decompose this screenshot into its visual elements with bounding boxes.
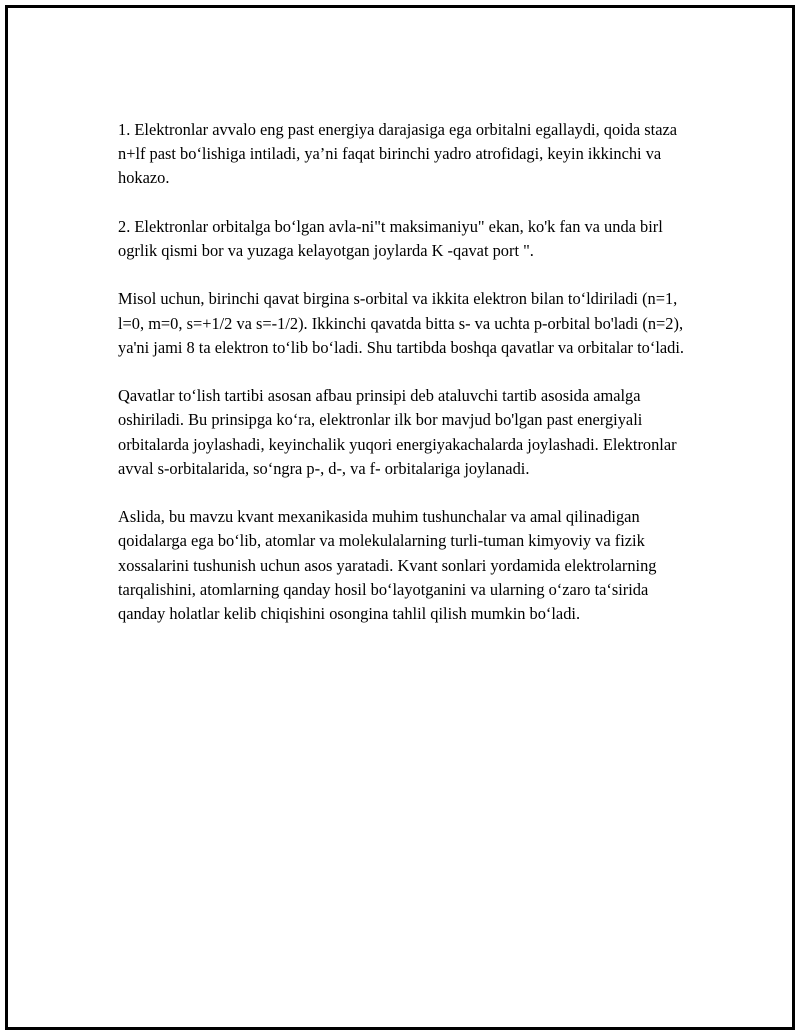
paragraph-conclusion: Aslida, bu mavzu kvant mexanikasida muhim tushunchalar va amal qilinadigan qoidalarga ega bo‘lib, atomlar va molekulalarning turli-tuman kimyoviy va fizik xossalarini tushunish uchun asos yaratadi. Kvant sonlari yordamida elektrolarning tarqalishini, atomlarning qanday hosil bo‘layotganini va ularning o‘zaro ta‘sirida qanday holatlar kelib chiqishini osongina tahlil qilish mumkin bo‘ladi. [118,507,657,623]
document-body [118,118,688,626]
paragraph-example: Misol uchun, birinchi qavat birgina s-orbital va ikkita elektron bilan to‘ldiriladi (n=1, l=0, m=0, s=+1/2 va s=-1/2). Ikkinchi qavatda bitta s- va uchta p-orbital bo'ladi (n=2), ya'ni jami 8 ta elektron to‘lib bo‘ladi. Shu tartibda boshqa qavatlar va orbitalar to‘ladi. [118,289,684,357]
paragraph-rule-2: 2. Elektronlar orbitalga bo‘lgan avla-ni"t maksimaniyu" ekan, ko'k fan va unda birl ogrlik qismi bor va yuzaga kelayotgan joylarda K -qavat port ". [118,216,663,260]
paragraph-aufbau: Qavatlar to‘lish tartibi asosan afbau prinsipi deb ataluvchi tartib asosida amalga oshiriladi. Bu prinsipga ko‘ra, elektronlar ilk bor mavjud bo'lgan past energiyali orbitalarda joylashadi, keyinchalik yuqori energiyakachalarda joylashadi. Elektronlar avval s-orbitalarida, so‘ngra p-, d-, va f- orbitalariga joylanadi. [118,386,677,478]
paragraph-rule-1: 1. Elektronlar avvalo eng past energiya darajasiga ega orbitalni egallaydi, qoida staza n+lf past bo‘lishiga intiladi, ya’ni faqat birinchi yadro atrofidagi, keyin ikkinchi va hokazo. [118,120,678,188]
